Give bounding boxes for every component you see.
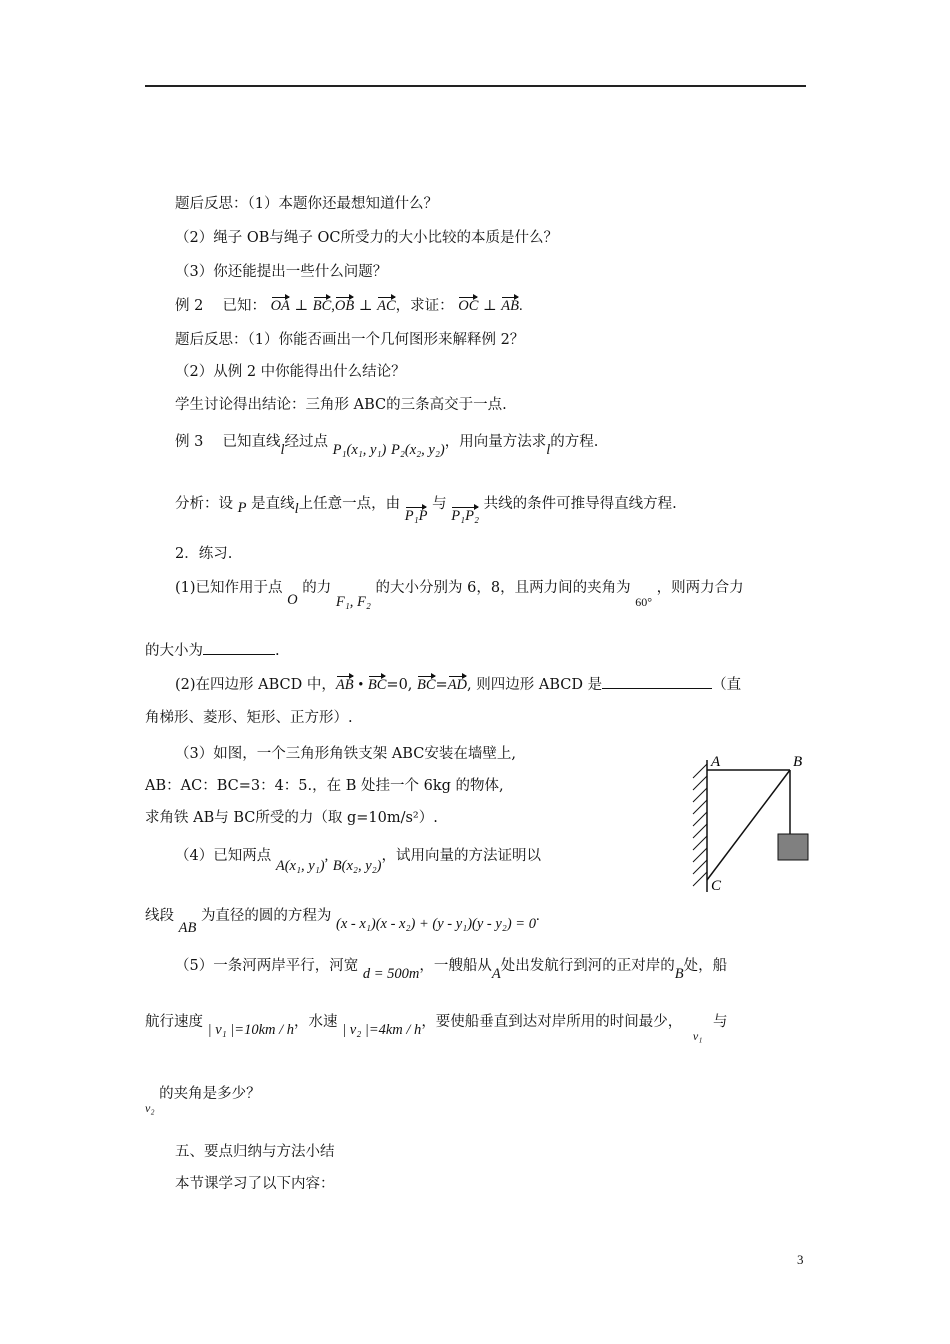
text: 共线的条件可推导得直线方程. [483, 496, 677, 512]
text: 的大小分别为 6，8，且两力间的夹角为 [375, 580, 631, 596]
circle-equation: (x - x₁)(x - x₂) + (y - y₁)(y - y₂) = 0 [336, 916, 536, 932]
river-width: d = 500m [362, 966, 420, 982]
vector-bc: BC [367, 677, 387, 693]
vector-p1p2: P₁P₂ [451, 508, 479, 524]
point-a: A(x₁, y₁) [275, 858, 325, 874]
exercise-1-line [175, 578, 744, 610]
text-line: 题后反思：（1）你能否画出一个几何图形来解释例 2？ [175, 332, 525, 348]
example-3-line [175, 432, 599, 458]
text: （5）一条河两岸平行，河宽 [175, 958, 359, 974]
text: 是直线 [251, 496, 295, 512]
vector-ad: AD [447, 677, 468, 693]
text: （直 [712, 677, 742, 693]
vector-p1p: P₁P [404, 508, 428, 524]
exercise-1-answer-line [145, 640, 280, 661]
line-l: l [294, 501, 299, 517]
text-line: 求角铁 AB与 BC所受的力（取 g=10m/s²）. [145, 810, 438, 826]
vector-ab: AB [335, 677, 354, 693]
boat-speed: | v₁ |=10km / h [207, 1022, 295, 1038]
text: ，要使船垂直到达对岸所用的时间最少， [421, 1014, 683, 1030]
text-line: （2）绳子 OB与绳子 OC所受力的大小比较的本质是什么？ [175, 230, 558, 246]
text: ，求证： [395, 298, 454, 314]
text: 上任意一点，由 [298, 496, 401, 512]
perp-symbol: ⊥ [483, 298, 497, 314]
text-line: 角梯形、菱形、矩形、正方形）. [145, 710, 353, 726]
text: 例 3 已知直线 [175, 434, 281, 450]
bracket-figure [685, 752, 815, 902]
text: 的力 [302, 580, 332, 596]
point-b: B [674, 966, 684, 982]
perp-symbol: ⊥ [294, 298, 309, 314]
text: 的方程. [550, 434, 599, 450]
line-l: l [546, 442, 551, 458]
exercise-4-line-2: 线段 AB 为直径的圆的方程为 (x - x₁)(x - x₂) + (y - y₁)(y - y₂) = 0. [145, 908, 540, 936]
analysis-line [175, 494, 677, 524]
text: （4）已知两点 [175, 848, 272, 864]
text: ，一艘船从 [419, 958, 492, 974]
text: 与 [432, 496, 447, 512]
text: ，试用向量的方法证明以 [381, 848, 542, 864]
vector-ob: OB [334, 298, 355, 314]
text: (1)已知作用于点 [175, 580, 283, 596]
text: (2)在四边形 ABCD 中， [175, 677, 336, 693]
text: 分析：设 [175, 496, 233, 512]
comma: , [331, 298, 335, 314]
text-line: （3）如图，一个三角形角铁支架 ABC安装在墙壁上, [175, 746, 516, 762]
text: ，用向量方法求 [444, 434, 547, 450]
label-a: A [711, 754, 721, 770]
vector-ac: AC [377, 298, 396, 314]
header-rule [145, 85, 806, 87]
exercise-5-line-2 [145, 1012, 728, 1043]
point-o: O [287, 592, 298, 608]
period: . [275, 643, 280, 659]
text: 的夹角是多少？ [159, 1086, 261, 1102]
text: 与 [713, 1014, 728, 1030]
exercise-5-line [175, 956, 728, 982]
vector-oa: OA [270, 298, 290, 314]
page-number: 3 [797, 1252, 804, 1267]
vector-bc: BC [312, 298, 332, 314]
text: =0, [386, 677, 413, 693]
text-line: （3）你还能提出一些什么问题？ [175, 264, 388, 280]
answer-blank[interactable] [602, 674, 712, 689]
perp-symbol: ⊥ [358, 298, 373, 314]
exercise-5-line-3 [145, 1084, 261, 1115]
text: 线段 [145, 908, 174, 924]
text: 例 2 已知： [175, 298, 266, 314]
dot-symbol: • [358, 677, 364, 693]
text-line: AB：AC：BC=3：4：5.，在 B 处挂一个 6kg 的物体, [145, 778, 504, 794]
label-b: B [793, 754, 803, 770]
section-heading: 五、要点归纳与方法小结 [175, 1144, 335, 1160]
point-a: A [491, 966, 501, 982]
text-line: （2）从例 2 中你能得出什么结论？ [175, 364, 406, 380]
point-p: P [237, 500, 247, 516]
text: 为直径的圆的方程为 [200, 908, 332, 924]
point-p1: P₁(x₁, y₁) [332, 442, 387, 458]
text: 经过点 [284, 434, 328, 450]
exercise-2-line [175, 674, 741, 695]
text-line: 本节课学习了以下内容： [175, 1176, 335, 1192]
text-line: 学生讨论得出结论：三角形 ABC的三条高交于一点. [175, 397, 507, 413]
text: ，水速 [294, 1014, 338, 1030]
text: , 则四边形 ABCD 是 [467, 677, 603, 693]
vector-oc: OC [458, 298, 479, 314]
vector-ab: AB [501, 298, 519, 314]
text: 处，船 [683, 958, 728, 974]
label-c: C [711, 878, 722, 894]
example-2-line: 例 2 已知： OA ⊥ BC,OB ⊥ AC，求证： OC ⊥ AB. [175, 298, 523, 314]
forces-f1-f2: F₁, F₂ [335, 594, 371, 610]
text-line: 题后反思：（1）本题你还最想知道什么？ [175, 196, 438, 212]
water-speed: | v₂ |=4km / h [342, 1022, 422, 1038]
text: 航行速度 [145, 1014, 203, 1030]
v2-symbol: v₂ [145, 1101, 155, 1115]
segment-ab: AB [178, 920, 197, 936]
line-l: l [280, 442, 285, 458]
v1-symbol: v₁ [692, 1029, 703, 1043]
point-p2: P₂(x₂, y₂) [390, 442, 445, 458]
practice-heading: 2．练习. [175, 546, 233, 562]
answer-blank[interactable] [203, 640, 275, 655]
vector-bc: BC [417, 677, 436, 693]
text: 的大小为 [145, 643, 203, 659]
point-b: B(x₂, y₂) [332, 858, 382, 874]
text: ，则两力合力 [656, 580, 744, 596]
exercise-4-line: （4）已知两点 A(x₁, y₁), B(x₂, y₂)，试用向量的方法证明以 [175, 848, 542, 874]
text: = [435, 677, 448, 693]
angle-60: 60° [635, 595, 652, 609]
text: 处出发航行到河的正对岸的 [500, 958, 675, 974]
